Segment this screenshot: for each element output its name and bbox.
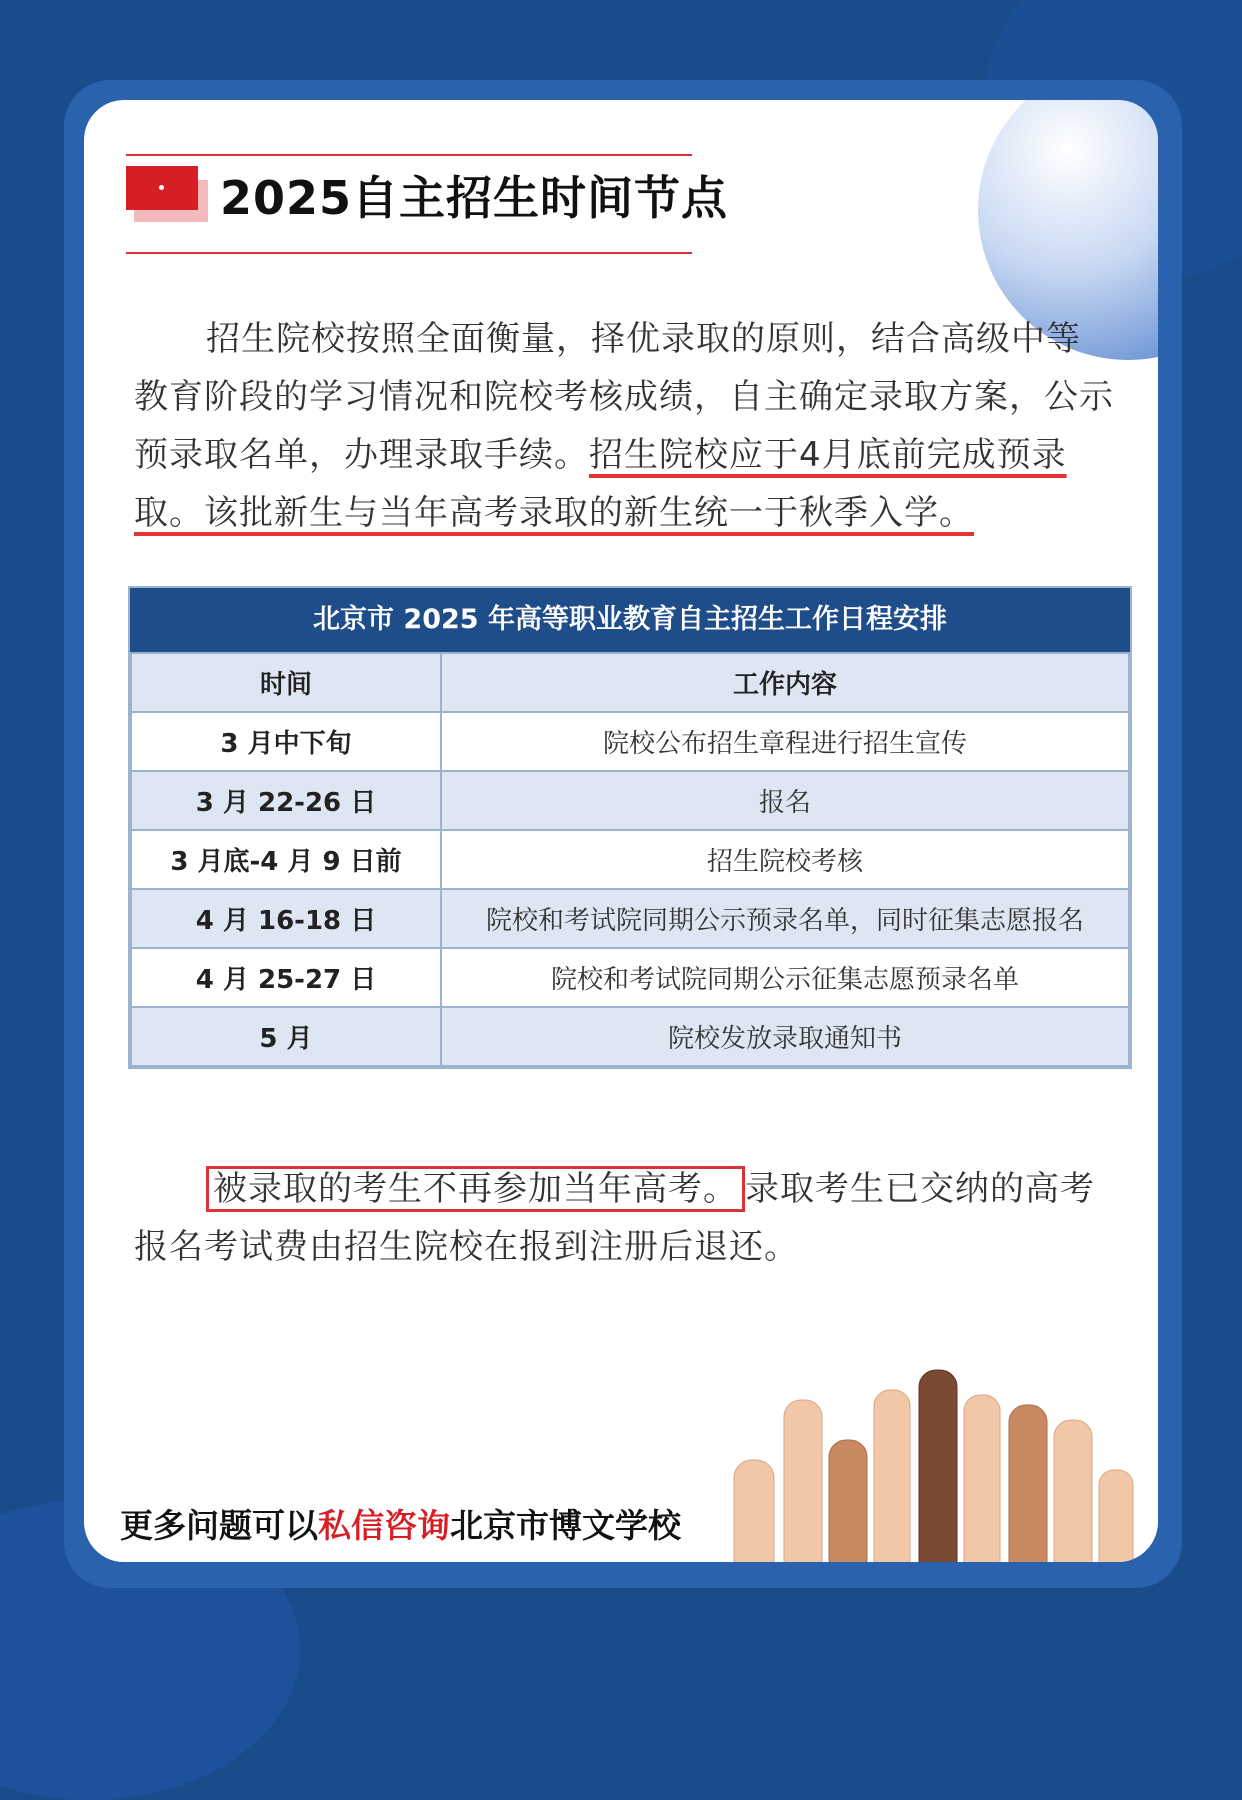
row-content: 院校公布招生章程进行招生宣传 (441, 712, 1129, 771)
table-row (131, 1007, 1129, 1066)
table-row (131, 830, 1129, 889)
row-content: 院校和考试院同期公示征集志愿预录名单 (441, 948, 1129, 1007)
note-text: 录取考生已交纳的高考报名考试费由招生院校在报到注册后退还。 (134, 1169, 1095, 1267)
row-content: 报名 (441, 771, 1129, 830)
content-card (84, 100, 1158, 1562)
footer-highlight: 私信咨询 (318, 1506, 450, 1545)
row-time: 4 月 25-27 日 (131, 948, 441, 1007)
row-time: 3 月 22-26 日 (131, 771, 441, 830)
footer-suffix: 北京市博文学校 (450, 1506, 681, 1545)
intro-text: 招生院校按照全面衡量，择优录取的原则，结合高级中等教育阶段的学习情况和院校考核成绩，自主确定录取方案，公示预录取名单，办理录取手续。 (134, 319, 1114, 475)
title-divider-bottom (126, 252, 692, 254)
flag-icon (126, 166, 198, 210)
intro-paragraph (134, 310, 1114, 542)
table-row (131, 712, 1129, 771)
footer-text (120, 1500, 681, 1547)
column-header-content: 工作内容 (441, 653, 1129, 712)
schedule-table (128, 586, 1132, 1069)
table-row (131, 948, 1129, 1007)
title-divider-top (126, 154, 692, 156)
row-content: 院校发放录取通知书 (441, 1007, 1129, 1066)
page-title: 2025自主招生时间节点 (220, 171, 729, 225)
note-paragraph (134, 1160, 1114, 1276)
note-boxed-text: 被录取的考生不再参加当年高考。 (206, 1166, 745, 1212)
row-time: 5 月 (131, 1007, 441, 1066)
intro-underlined-text: 招生院校应于4月底前完成预录取。该批新生与当年高考录取的新生统一于秋季入学。 (134, 435, 1067, 533)
footer-prefix: 更多问题可以 (120, 1506, 318, 1545)
table-caption: 北京市 2025 年高等职业教育自主招生工作日程安排 (130, 588, 1130, 652)
row-time: 4 月 16-18 日 (131, 889, 441, 948)
table-row (131, 771, 1129, 830)
row-content: 院校和考试院同期公示预录名单，同时征集志愿报名 (441, 889, 1129, 948)
row-time: 3 月底-4 月 9 日前 (131, 830, 441, 889)
row-time: 3 月中下旬 (131, 712, 441, 771)
row-content: 招生院校考核 (441, 830, 1129, 889)
raised-hands-image (724, 1350, 1144, 1562)
column-header-time: 时间 (131, 653, 441, 712)
table-row (131, 889, 1129, 948)
table-header-row (131, 653, 1129, 712)
